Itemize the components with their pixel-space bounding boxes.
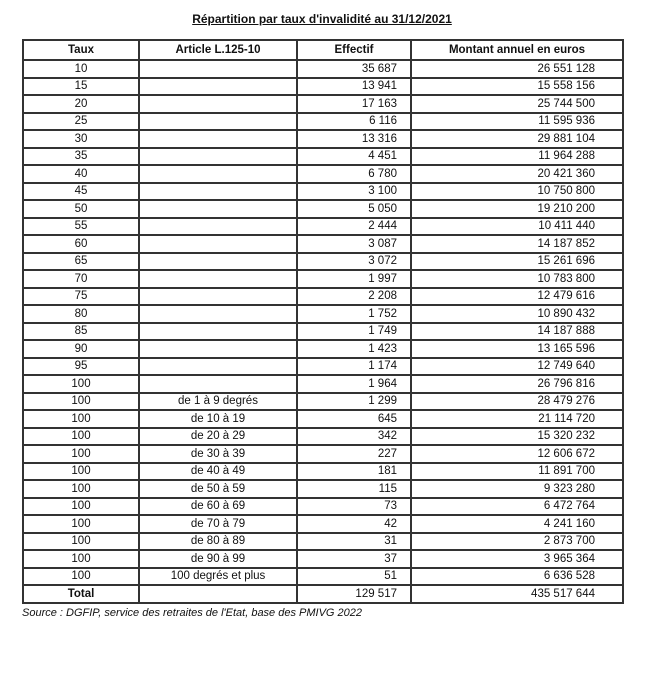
- taux-cell: 75: [23, 288, 139, 306]
- taux-cell: 65: [23, 253, 139, 271]
- effectif-cell: 2 444: [297, 218, 411, 236]
- effectif-cell: 73: [297, 498, 411, 516]
- article-cell: [139, 235, 297, 253]
- effectif-cell: 51: [297, 568, 411, 586]
- article-cell: [139, 340, 297, 358]
- table-row: [23, 165, 623, 183]
- montant-cell: 28 479 276: [411, 393, 623, 411]
- page-title: Répartition par taux d'invalidité au 31/12/2021: [192, 12, 452, 26]
- montant-cell: 435 517 644: [411, 585, 623, 603]
- montant-cell: 2 873 700: [411, 533, 623, 551]
- table-row: [23, 480, 623, 498]
- article-cell: de 60 à 69: [139, 498, 297, 516]
- montant-cell: 14 187 888: [411, 323, 623, 341]
- montant-cell: 9 323 280: [411, 480, 623, 498]
- effectif-cell: 35 687: [297, 60, 411, 78]
- effectif-cell: 115: [297, 480, 411, 498]
- article-cell: de 50 à 59: [139, 480, 297, 498]
- taux-cell: 70: [23, 270, 139, 288]
- table-row: [23, 218, 623, 236]
- table-row: [23, 113, 623, 131]
- taux-cell: 35: [23, 148, 139, 166]
- effectif-cell: 17 163: [297, 95, 411, 113]
- table-row: [23, 60, 623, 78]
- montant-cell: 11 964 288: [411, 148, 623, 166]
- invalidity-rate-table: [22, 39, 624, 604]
- table-row: [23, 305, 623, 323]
- effectif-cell: 13 316: [297, 130, 411, 148]
- article-cell: [139, 270, 297, 288]
- table-row: [23, 358, 623, 376]
- montant-cell: 10 750 800: [411, 183, 623, 201]
- taux-cell: 55: [23, 218, 139, 236]
- table-row: [23, 148, 623, 166]
- table-row: [23, 515, 623, 533]
- article-cell: [139, 218, 297, 236]
- montant-cell: 6 636 528: [411, 568, 623, 586]
- effectif-cell: 1 174: [297, 358, 411, 376]
- montant-cell: 12 606 672: [411, 445, 623, 463]
- effectif-cell: 1 299: [297, 393, 411, 411]
- article-cell: de 1 à 9 degrés: [139, 393, 297, 411]
- effectif-cell: 13 941: [297, 78, 411, 96]
- effectif-cell: 5 050: [297, 200, 411, 218]
- effectif-cell: 1 964: [297, 375, 411, 393]
- article-cell: [139, 60, 297, 78]
- table-row: [23, 270, 623, 288]
- table-row: [23, 428, 623, 446]
- effectif-cell: 1 752: [297, 305, 411, 323]
- montant-cell: 4 241 160: [411, 515, 623, 533]
- table-row: [23, 130, 623, 148]
- article-cell: de 40 à 49: [139, 463, 297, 481]
- article-cell: [139, 183, 297, 201]
- montant-cell: 15 261 696: [411, 253, 623, 271]
- taux-cell: 100: [23, 568, 139, 586]
- taux-cell: 90: [23, 340, 139, 358]
- montant-cell: 15 320 232: [411, 428, 623, 446]
- table-row: [23, 323, 623, 341]
- article-cell: de 30 à 39: [139, 445, 297, 463]
- article-cell: [139, 305, 297, 323]
- table-row: [23, 253, 623, 271]
- article-cell: [139, 95, 297, 113]
- article-cell: [139, 200, 297, 218]
- article-cell: 100 degrés et plus: [139, 568, 297, 586]
- article-cell: [139, 253, 297, 271]
- effectif-cell: 1 749: [297, 323, 411, 341]
- header-row: [23, 40, 623, 60]
- table-row: [23, 463, 623, 481]
- article-cell: [139, 288, 297, 306]
- table-row: [23, 183, 623, 201]
- table-row: [23, 498, 623, 516]
- header-effectif: Effectif: [297, 40, 411, 60]
- table-row: [23, 78, 623, 96]
- taux-cell: 100: [23, 375, 139, 393]
- montant-cell: 21 114 720: [411, 410, 623, 428]
- montant-cell: 19 210 200: [411, 200, 623, 218]
- taux-cell: 100: [23, 533, 139, 551]
- taux-cell: Total: [23, 585, 139, 603]
- montant-cell: 15 558 156: [411, 78, 623, 96]
- table-row: [23, 95, 623, 113]
- header-article: Article L.125-10: [139, 40, 297, 60]
- montant-cell: 26 796 816: [411, 375, 623, 393]
- montant-cell: 10 890 432: [411, 305, 623, 323]
- total-row: [23, 585, 623, 603]
- montant-cell: 14 187 852: [411, 235, 623, 253]
- effectif-cell: 31: [297, 533, 411, 551]
- table-row: [23, 340, 623, 358]
- taux-cell: 100: [23, 550, 139, 568]
- article-cell: [139, 78, 297, 96]
- effectif-cell: 645: [297, 410, 411, 428]
- taux-cell: 50: [23, 200, 139, 218]
- montant-cell: 3 965 364: [411, 550, 623, 568]
- montant-cell: 10 783 800: [411, 270, 623, 288]
- table-row: [23, 288, 623, 306]
- taux-cell: 95: [23, 358, 139, 376]
- table-row: [23, 550, 623, 568]
- article-cell: [139, 165, 297, 183]
- table-body: [23, 60, 623, 603]
- effectif-cell: 4 451: [297, 148, 411, 166]
- taux-cell: 25: [23, 113, 139, 131]
- effectif-cell: 1 423: [297, 340, 411, 358]
- table-row: [23, 235, 623, 253]
- taux-cell: 100: [23, 445, 139, 463]
- taux-cell: 60: [23, 235, 139, 253]
- article-cell: de 70 à 79: [139, 515, 297, 533]
- effectif-cell: 37: [297, 550, 411, 568]
- taux-cell: 100: [23, 393, 139, 411]
- montant-cell: 10 411 440: [411, 218, 623, 236]
- montant-cell: 29 881 104: [411, 130, 623, 148]
- table-row: [23, 445, 623, 463]
- table-row: [23, 375, 623, 393]
- taux-cell: 100: [23, 463, 139, 481]
- taux-cell: 85: [23, 323, 139, 341]
- effectif-cell: 1 997: [297, 270, 411, 288]
- article-cell: de 90 à 99: [139, 550, 297, 568]
- taux-cell: 100: [23, 410, 139, 428]
- header-taux: Taux: [23, 40, 139, 60]
- effectif-cell: 3 100: [297, 183, 411, 201]
- article-cell: [139, 375, 297, 393]
- taux-cell: 100: [23, 515, 139, 533]
- source-note: Source : DGFIP, service des retraites de l'Etat, base des PMIVG 2022: [22, 606, 363, 619]
- taux-cell: 20: [23, 95, 139, 113]
- montant-cell: 20 421 360: [411, 165, 623, 183]
- table-row: [23, 533, 623, 551]
- article-cell: de 80 à 89: [139, 533, 297, 551]
- table-row: [23, 393, 623, 411]
- taux-cell: 80: [23, 305, 139, 323]
- article-cell: [139, 130, 297, 148]
- article-cell: [139, 323, 297, 341]
- effectif-cell: 6 780: [297, 165, 411, 183]
- effectif-cell: 42: [297, 515, 411, 533]
- article-cell: [139, 585, 297, 603]
- article-cell: [139, 358, 297, 376]
- document-content: [22, 12, 622, 619]
- montant-cell: 11 595 936: [411, 113, 623, 131]
- taux-cell: 15: [23, 78, 139, 96]
- effectif-cell: 129 517: [297, 585, 411, 603]
- taux-cell: 100: [23, 498, 139, 516]
- montant-cell: 6 472 764: [411, 498, 623, 516]
- taux-cell: 100: [23, 428, 139, 446]
- effectif-cell: 3 087: [297, 235, 411, 253]
- table-row: [23, 410, 623, 428]
- montant-cell: 11 891 700: [411, 463, 623, 481]
- article-cell: de 10 à 19: [139, 410, 297, 428]
- montant-cell: 12 749 640: [411, 358, 623, 376]
- montant-cell: 12 479 616: [411, 288, 623, 306]
- effectif-cell: 3 072: [297, 253, 411, 271]
- taux-cell: 30: [23, 130, 139, 148]
- taux-cell: 45: [23, 183, 139, 201]
- taux-cell: 100: [23, 480, 139, 498]
- montant-cell: 26 551 128: [411, 60, 623, 78]
- effectif-cell: 6 116: [297, 113, 411, 131]
- effectif-cell: 342: [297, 428, 411, 446]
- effectif-cell: 181: [297, 463, 411, 481]
- table-row: [23, 200, 623, 218]
- montant-cell: 13 165 596: [411, 340, 623, 358]
- effectif-cell: 227: [297, 445, 411, 463]
- article-cell: [139, 148, 297, 166]
- header-montant: Montant annuel en euros: [411, 40, 623, 60]
- article-cell: [139, 113, 297, 131]
- table-row: [23, 568, 623, 586]
- article-cell: de 20 à 29: [139, 428, 297, 446]
- montant-cell: 25 744 500: [411, 95, 623, 113]
- taux-cell: 10: [23, 60, 139, 78]
- taux-cell: 40: [23, 165, 139, 183]
- effectif-cell: 2 208: [297, 288, 411, 306]
